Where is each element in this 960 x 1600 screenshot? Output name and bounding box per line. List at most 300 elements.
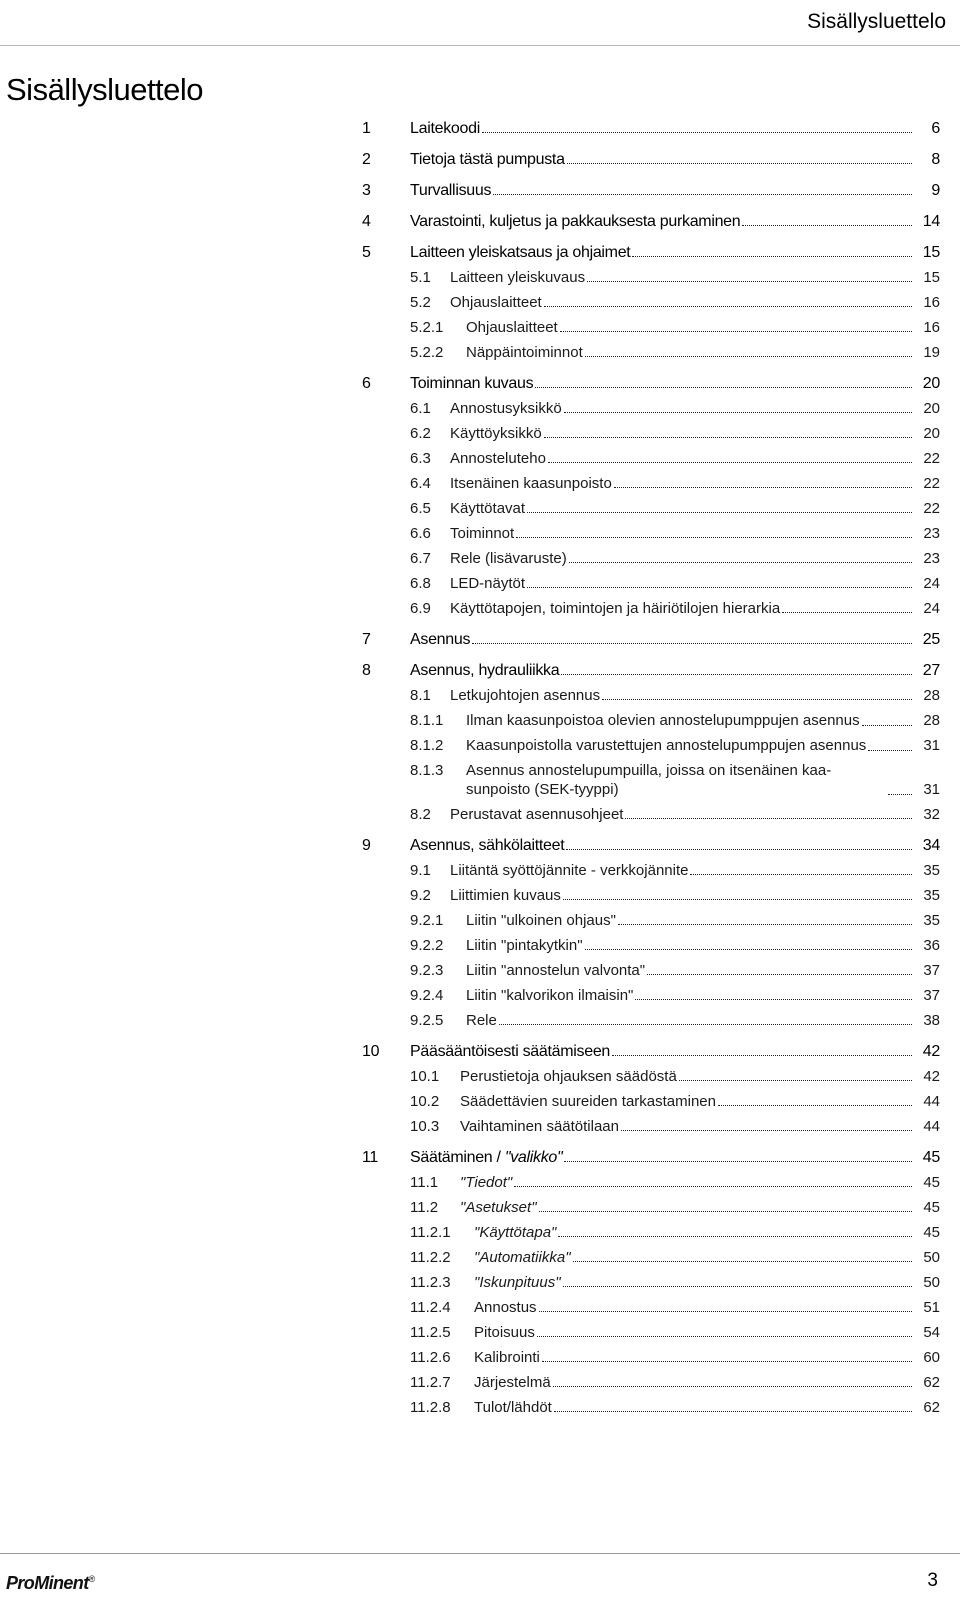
toc-entry-title [450,805,623,824]
toc-entry-title-text: Rele [466,1012,497,1029]
toc-entry-number: 4 [362,213,371,230]
toc-entry-page: 14 [922,213,940,230]
toc-entry-number: 8.1.3 [410,762,444,779]
toc-dot-leader [742,225,912,226]
toc-entry[interactable] [362,686,940,705]
toc-entry-page: 28 [923,712,940,729]
toc-entry-page: 20 [923,400,940,417]
toc-entry-number: 6.9 [410,600,431,617]
toc-dot-leader [554,1411,912,1412]
toc-entry-title-text: Rele (lisävaruste) [450,550,567,567]
toc-entry-page: 20 [922,375,940,392]
toc-entry-title [466,1011,497,1030]
toc-entry-title-text: Kaasunpoistolla varustettujen annostelupumppujen asennus [466,737,867,754]
toc-entry[interactable] [362,1398,940,1417]
toc-entry-page: 32 [923,806,940,823]
toc-entry-title [466,936,583,955]
toc-entry-title-text: Liitäntä syöttöjännite - verkkojännite [450,862,689,879]
toc-entry-title [410,630,470,649]
toc-entry-title [410,181,491,200]
toc-entry[interactable] [362,424,940,443]
toc-entry-title-text: Pitoisuus [474,1324,535,1341]
toc-entry-title-italic: "Käyttötapa" [474,1224,557,1241]
toc-entry[interactable] [362,1198,940,1217]
toc-entry-title-italic: "Tiedot" [460,1174,513,1191]
toc-entry-number: 8 [362,662,371,679]
toc-entry-page: 8 [931,151,940,168]
toc-entry-title [450,886,561,905]
toc-entry-title [460,1173,512,1192]
toc-entry[interactable] [362,1273,940,1292]
toc-entry-title-text: Ilman kaasunpoistoa olevien annostelupumppujen asennus [466,712,860,729]
toc-entry-title [450,861,688,880]
toc-entry-title-text: Perustavat asennusohjeet [450,806,624,823]
toc-entry-number: 11.2.3 [410,1274,451,1291]
toc-entry[interactable] [362,449,940,468]
toc-entry[interactable] [362,1148,940,1167]
toc-entry-title-text: Perustietoja ohjauksen säädöstä [460,1068,677,1085]
toc-entry-number: 5.1 [410,269,431,286]
toc-entry-number: 9.2 [410,887,431,904]
toc-dot-leader [567,163,912,164]
toc-entry-number: 6.5 [410,500,431,517]
toc-dot-leader [625,818,912,819]
toc-dot-leader [564,1161,912,1162]
toc-dot-leader [782,612,912,613]
toc-entry-title-text: Tulot/lähdöt [474,1399,552,1416]
toc-entry-title [474,1223,556,1242]
toc-entry-number: 8.1.2 [410,737,444,754]
toc-entry-title-text: Asennus [410,631,471,648]
toc-entry-title [460,1092,716,1111]
toc-dot-leader [621,1130,912,1131]
toc-entry[interactable] [362,886,940,905]
toc-entry-title-text: Liitin "ulkoinen ohjaus" [466,912,616,929]
toc-entry-title [450,424,542,443]
toc-entry[interactable] [362,1298,940,1317]
toc-dot-leader [539,1211,912,1212]
toc-dot-leader [499,1024,912,1025]
toc-entry[interactable] [362,1373,940,1392]
toc-entry-number: 6.3 [410,450,431,467]
toc-entry[interactable] [362,318,940,337]
toc-entry-title-text: Näppäintoiminnot [466,344,583,361]
toc-entry-title [450,524,514,543]
toc-entry-title [410,1042,610,1061]
toc-entry-page: 35 [923,887,940,904]
toc-dot-leader [614,487,912,488]
toc-entry[interactable] [362,212,940,231]
toc-dot-leader [564,412,912,413]
toc-entry-title-text: Asennus, hydrauliikka [410,662,560,679]
toc-entry-number: 9.2.2 [410,937,444,954]
toc-entry-title [450,574,525,593]
toc-dot-leader [647,974,912,975]
toc-entry-title [410,119,480,138]
toc-entry-page: 37 [923,987,940,1004]
toc-entry-page: 16 [923,294,940,311]
toc-entry[interactable] [362,761,940,799]
toc-entry[interactable] [362,1117,940,1136]
toc-entry[interactable] [362,343,940,362]
toc-entry-title [450,686,600,705]
toc-entry-number: 11.1 [410,1174,439,1191]
toc-entry[interactable] [362,1173,940,1192]
toc-entry-title [410,836,564,855]
toc-entry-title [460,1117,619,1136]
toc-entry-title [450,449,546,468]
toc-entry-number: 5 [362,244,371,261]
toc-dot-leader [635,999,912,1000]
toc-entry-number: 10.3 [410,1118,440,1135]
toc-entry-page: 45 [923,1224,940,1241]
toc-entry-title [450,499,525,518]
toc-entry[interactable] [362,861,940,880]
toc-dot-leader [888,794,912,795]
toc-entry-number: 6.6 [410,525,431,542]
toc-dot-leader [527,587,912,588]
toc-entry-page: 16 [923,319,940,336]
toc-entry-title-text: Ohjauslaitteet [466,319,558,336]
toc-entry-number: 5.2.2 [410,344,444,361]
toc-entry[interactable] [362,661,940,680]
toc-entry-title [474,1248,571,1267]
toc-entry-title-italic: "Automatiikka" [474,1249,571,1266]
toc-entry-title-text: Asennus, sähkölaitteet [410,837,565,854]
toc-dot-leader [482,132,912,133]
toc-entry[interactable] [362,243,940,262]
toc-entry-title-text: Laitekoodi [410,120,480,137]
toc-entry-number: 8.1 [410,687,431,704]
toc-entry[interactable] [362,150,940,169]
toc-entry-page: 28 [923,687,940,704]
toc-entry-title [466,961,645,980]
toc-entry[interactable] [362,986,940,1005]
toc-dot-leader [679,1080,912,1081]
toc-entry-title [450,549,567,568]
header-title: Sisällysluettelo [807,10,946,33]
toc-entry-number: 7 [362,631,371,648]
toc-dot-leader [472,643,912,644]
table-of-contents [362,119,940,1417]
toc-entry-title-text: Säädettävien suureiden tarkastaminen [460,1093,716,1110]
toc-entry-title [466,986,633,1005]
toc-entry-title [474,1348,540,1367]
toc-entry-title-text: Liitin "annostelun valvonta" [466,962,646,979]
toc-dot-leader [537,1336,912,1337]
toc-entry-title-text: Letkujohtojen asennus [450,687,601,704]
toc-entry-title-text: Käyttöyksikkö [450,425,542,442]
toc-entry-page: 23 [923,525,940,542]
toc-entry-page: 27 [922,662,940,679]
toc-entry-title [410,1148,562,1167]
toc-entry-number: 11.2 [410,1199,439,1216]
prominent-logo [6,1573,95,1594]
toc-entry-page: 22 [923,450,940,467]
toc-entry-title [450,599,780,618]
toc-dot-leader [632,256,912,257]
toc-entry-number: 10 [362,1043,380,1060]
toc-entry-page: 24 [923,600,940,617]
toc-entry-title-text: Annosteluteho [450,450,546,467]
toc-entry-number: 9.2.1 [410,912,444,929]
toc-dot-leader [690,874,912,875]
toc-dot-leader [563,899,912,900]
toc-dot-leader [868,750,912,751]
toc-entry-title-text: Ohjauslaitteet [450,294,542,311]
toc-dot-leader [585,356,912,357]
toc-entry-page: 45 [923,1174,940,1191]
toc-entry-page: 62 [923,1399,940,1416]
toc-entry[interactable] [362,630,940,649]
toc-entry-page: 45 [923,1199,940,1216]
toc-entry-number: 11 [362,1149,379,1166]
toc-entry-title [474,1298,537,1317]
toc-entry[interactable] [362,736,940,755]
toc-entry-title [460,1067,677,1086]
toc-entry-page: 35 [923,862,940,879]
toc-dot-leader [544,306,912,307]
toc-entry-title-text: Tietoja tästä pumpusta [410,151,565,168]
toc-entry-number: 11.2.4 [410,1299,451,1316]
toc-entry-page: 42 [923,1068,940,1085]
toc-entry-page: 60 [923,1349,940,1366]
toc-entry-page: 45 [922,1149,940,1166]
toc-entry-title [466,343,583,362]
toc-dot-leader [527,512,912,513]
toc-dot-leader [573,1261,912,1262]
toc-entry-title [474,1323,535,1342]
toc-entry-title-italic: "valikko" [504,1149,563,1166]
toc-entry[interactable] [362,524,940,543]
toc-entry-page: 20 [923,425,940,442]
toc-entry-title-text: Annostusyksikkö [450,400,562,417]
toc-entry-title-text: Asennus annostelupumpuilla, joissa on itsenäinen kaa-sunpoisto (SEK-tyyppi) [466,762,832,798]
toc-entry[interactable] [362,1248,940,1267]
toc-entry[interactable] [362,599,940,618]
toc-entry-number: 5.2 [410,294,431,311]
toc-entry-page: 31 [923,737,940,754]
toc-entry-page: 34 [922,837,940,854]
toc-entry[interactable] [362,374,940,393]
toc-entry-title [474,1273,561,1292]
toc-entry-number: 11.2.1 [410,1224,451,1241]
toc-entry-title [410,661,559,680]
toc-entry-number: 11.2.6 [410,1349,451,1366]
toc-entry[interactable] [362,574,940,593]
toc-entry-title [474,1373,551,1392]
toc-entry[interactable] [362,399,940,418]
toc-entry-number: 2 [362,151,371,168]
toc-entry-page: 24 [923,575,940,592]
toc-entry-number: 10.1 [410,1068,440,1085]
toc-dot-leader [602,699,912,700]
toc-entry-title-text: Laitteen yleiskuvaus [450,269,586,286]
toc-entry-page: 15 [922,244,940,261]
toc-entry-page: 62 [923,1374,940,1391]
toc-entry-title-text: Pääsääntöisesti säätämiseen [410,1043,611,1060]
toc-entry-page: 36 [923,937,940,954]
toc-entry-page: 19 [923,344,940,361]
toc-entry-page: 42 [922,1043,940,1060]
toc-entry-page: 44 [923,1093,940,1110]
toc-entry-title-text: Varastointi, kuljetus ja pakkauksesta purkaminen [410,213,741,230]
toc-entry-title-text: Käyttötavat [450,500,526,517]
toc-dot-leader [560,331,912,332]
toc-entry-title [450,474,612,493]
toc-entry[interactable] [362,474,940,493]
toc-entry[interactable] [362,1348,940,1367]
toc-entry-page: 25 [922,631,940,648]
toc-entry-title-text: LED-näytöt [450,575,526,592]
toc-dot-leader [585,949,912,950]
toc-entry-page: 38 [923,1012,940,1029]
toc-entry-title [450,268,585,287]
toc-entry-title [450,293,542,312]
toc-entry-number: 6.2 [410,425,431,442]
toc-entry-title-text: Liittimien kuvaus [450,887,561,904]
toc-entry-title [410,150,565,169]
toc-entry-page: 51 [923,1299,940,1316]
toc-entry-title-text: Turvallisuus [410,182,492,199]
toc-dot-leader [561,674,912,675]
toc-entry-number: 9.1 [410,862,431,879]
toc-entry-number: 6.7 [410,550,431,567]
toc-entry-title-italic: "Asetukset" [460,1199,537,1216]
toc-entry-title [410,374,533,393]
toc-entry-page: 15 [923,269,940,286]
toc-entry-number: 11.2.5 [410,1324,451,1341]
toc-dot-leader [612,1055,912,1056]
toc-dot-leader [587,281,912,282]
toc-entry-title-text: Liitin "pintakytkin" [466,937,583,954]
toc-entry-title [466,911,616,930]
toc-entry-number: 8.2 [410,806,431,823]
toc-dot-leader [516,537,912,538]
toc-entry[interactable] [362,1323,940,1342]
toc-entry[interactable] [362,911,940,930]
toc-entry-number: 1 [362,120,371,137]
toc-entry-title [460,1198,537,1217]
toc-entry-title-text: Käyttötapojen, toimintojen ja häiriötilojen hierarkia [450,600,781,617]
toc-entry-title-text: Vaihtaminen säätötilaan [460,1118,619,1135]
toc-entry[interactable] [362,499,940,518]
toc-entry-page: 50 [923,1249,940,1266]
toc-entry-number: 5.2.1 [410,319,444,336]
toc-entry-title-text: Kalibrointi [474,1349,540,1366]
toc-entry-title-text: Säätäminen / [410,1149,505,1166]
toc-entry-title-text: Annostus [474,1299,537,1316]
toc-entry-title [466,711,860,730]
toc-entry-page: 50 [923,1274,940,1291]
toc-entry-title-text: Laitteen yleiskatsaus ja ohjaimet [410,244,631,261]
toc-entry-title-text: Itsenäinen kaasunpoisto [450,475,612,492]
toc-entry-number: 9.2.3 [410,962,444,979]
toc-entry[interactable] [362,936,940,955]
logo-text: ProMinent [6,1573,89,1593]
toc-dot-leader [569,562,912,563]
toc-entry-number: 11.2.8 [410,1399,451,1416]
toc-entry-title [410,212,740,231]
toc-entry-number: 9.2.4 [410,987,444,1004]
page-header [0,0,960,46]
toc-entry-page: 31 [923,781,940,798]
toc-entry-number: 6.1 [410,400,431,417]
toc-dot-leader [544,437,912,438]
toc-dot-leader [514,1186,912,1187]
document-title: Sisällysluettelo [6,72,204,107]
toc-entry-page: 22 [923,500,940,517]
toc-entry-title-italic: "Iskunpituus" [474,1274,561,1291]
toc-entry[interactable] [362,1011,940,1030]
footer-divider [0,1553,960,1554]
toc-entry-page: 9 [931,182,940,199]
toc-dot-leader [618,924,912,925]
toc-dot-leader [563,1286,912,1287]
toc-entry-title [450,399,562,418]
toc-entry-title [466,761,886,799]
toc-entry[interactable] [362,805,940,824]
toc-dot-leader [493,194,912,195]
toc-entry-page: 23 [923,550,940,567]
toc-entry-page: 54 [923,1324,940,1341]
toc-entry-number: 9 [362,837,371,854]
toc-entry-title [410,243,630,262]
toc-dot-leader [558,1236,912,1237]
toc-entry-number: 10.2 [410,1093,440,1110]
toc-dot-leader [535,387,912,388]
toc-entry[interactable] [362,836,940,855]
toc-entry[interactable] [362,1067,940,1086]
toc-entry[interactable] [362,268,940,287]
toc-entry[interactable] [362,961,940,980]
toc-dot-leader [862,725,912,726]
toc-entry[interactable] [362,119,940,138]
toc-entry-title [466,736,866,755]
toc-entry-page: 35 [923,912,940,929]
toc-entry[interactable] [362,181,940,200]
toc-entry-title-text: Järjestelmä [474,1374,551,1391]
toc-entry-number: 11.2.7 [410,1374,451,1391]
toc-entry-number: 6 [362,375,371,392]
toc-dot-leader [548,462,912,463]
toc-entry-page: 44 [923,1118,940,1135]
toc-entry-number: 3 [362,182,371,199]
toc-entry-title-text: Toiminnot [450,525,515,542]
toc-dot-leader [553,1386,912,1387]
toc-dot-leader [566,849,912,850]
toc-entry-title-text: Liitin "kalvorikon ilmaisin" [466,987,634,1004]
toc-entry[interactable] [362,1223,940,1242]
toc-entry-page: 37 [923,962,940,979]
toc-entry[interactable] [362,1042,940,1061]
toc-entry[interactable] [362,549,940,568]
toc-entry-page: 22 [923,475,940,492]
toc-entry-number: 9.2.5 [410,1012,444,1029]
toc-entry-number: 6.4 [410,475,431,492]
toc-entry-number: 8.1.1 [410,712,444,729]
toc-entry[interactable] [362,1092,940,1111]
toc-dot-leader [718,1105,912,1106]
toc-dot-leader [539,1311,912,1312]
toc-entry-page: 6 [931,120,940,137]
toc-entry-title [474,1398,552,1417]
toc-entry[interactable] [362,293,940,312]
page-number: 3 [927,1570,938,1591]
toc-entry-number: 11.2.2 [410,1249,451,1266]
toc-entry-title [466,318,558,337]
toc-entry[interactable] [362,711,940,730]
